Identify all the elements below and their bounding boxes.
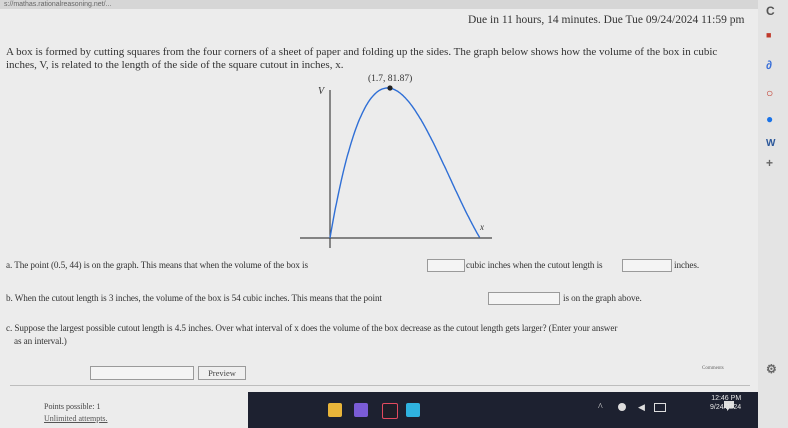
battery-icon[interactable] bbox=[654, 403, 666, 412]
store-icon[interactable] bbox=[354, 403, 368, 417]
sidebar-outlook-icon[interactable]: ● bbox=[766, 112, 774, 126]
sidebar-word-icon[interactable]: W bbox=[766, 138, 776, 149]
problem-intro: A box is formed by cutting squares from the four corners of a sheet of paper and folding up the sides. The graph below shows how the volume of the box in cubic inches, V, is related to the length of the side of the square cutout in inches, x. bbox=[6, 46, 718, 71]
volume-curve bbox=[330, 88, 480, 238]
preview-button[interactable]: Preview bbox=[198, 366, 246, 380]
unlimited-attempts: Unlimited attempts. bbox=[44, 414, 108, 423]
sidebar-settings-icon[interactable]: ⚙ bbox=[766, 362, 777, 376]
x-axis-label: x bbox=[480, 222, 484, 232]
points-possible: Points possible: 1 bbox=[44, 402, 101, 411]
file-explorer-icon[interactable] bbox=[328, 403, 342, 417]
question-c-text-2: as an interval.) bbox=[14, 336, 67, 346]
answer-b-point-input[interactable] bbox=[488, 292, 560, 305]
taskbar bbox=[248, 392, 778, 428]
question-a-text: a. The point (0.5, 44) is on the graph. This means that when the volume of the box is bbox=[6, 260, 308, 270]
volume-graph bbox=[296, 70, 496, 248]
volume-icon[interactable]: ◀ bbox=[638, 402, 645, 412]
clock-date: 9/24/2024 bbox=[710, 404, 742, 411]
divider bbox=[10, 385, 750, 386]
question-c-text: c. Suppose the largest possible cutout length is 4.5 inches. Over what interval of x does the volume of the box decrease as the cutout length gets larger? (Enter your answer bbox=[6, 323, 618, 333]
shield-icon[interactable] bbox=[382, 403, 398, 419]
y-axis-label: V bbox=[318, 86, 325, 97]
max-point bbox=[387, 85, 392, 90]
clock-time: 12:46 PM bbox=[711, 395, 742, 402]
sidebar-tag-icon[interactable]: ■ bbox=[766, 30, 772, 40]
sidebar-add-icon[interactable]: + bbox=[766, 156, 774, 170]
question-b-post-text: is on the graph above. bbox=[563, 293, 642, 303]
taskbar-clock[interactable] bbox=[710, 394, 741, 412]
url-bar[interactable]: s://mathas.rationalreasoning.net/... bbox=[0, 0, 762, 9]
network-icon[interactable] bbox=[618, 403, 626, 411]
sidebar-refresh-icon[interactable]: C bbox=[766, 4, 775, 18]
question-a-post-text: inches. bbox=[674, 260, 700, 270]
sidebar-office-icon[interactable]: ○ bbox=[766, 86, 774, 100]
mail-icon[interactable] bbox=[406, 403, 420, 417]
edge-sidebar bbox=[758, 0, 788, 428]
question-b-text: b. When the cutout length is 3 inches, the volume of the box is 54 cubic inches. This means that the point bbox=[6, 293, 382, 303]
answer-a-volume-input[interactable] bbox=[427, 259, 465, 272]
chevron-up-icon[interactable]: ^ bbox=[598, 402, 603, 413]
max-point-label: (1.7, 81.87) bbox=[368, 74, 413, 84]
comments-link[interactable]: Comments bbox=[702, 366, 724, 371]
answer-a-length-input[interactable] bbox=[622, 259, 672, 272]
question-a-mid-text: cubic inches when the cutout length is bbox=[466, 260, 603, 270]
sidebar-copilot-icon[interactable]: ∂ bbox=[766, 58, 772, 72]
due-date: Due in 11 hours, 14 minutes. Due Tue 09/24/2024 11:59 pm bbox=[468, 14, 745, 26]
answer-c-interval-input[interactable] bbox=[90, 366, 194, 380]
